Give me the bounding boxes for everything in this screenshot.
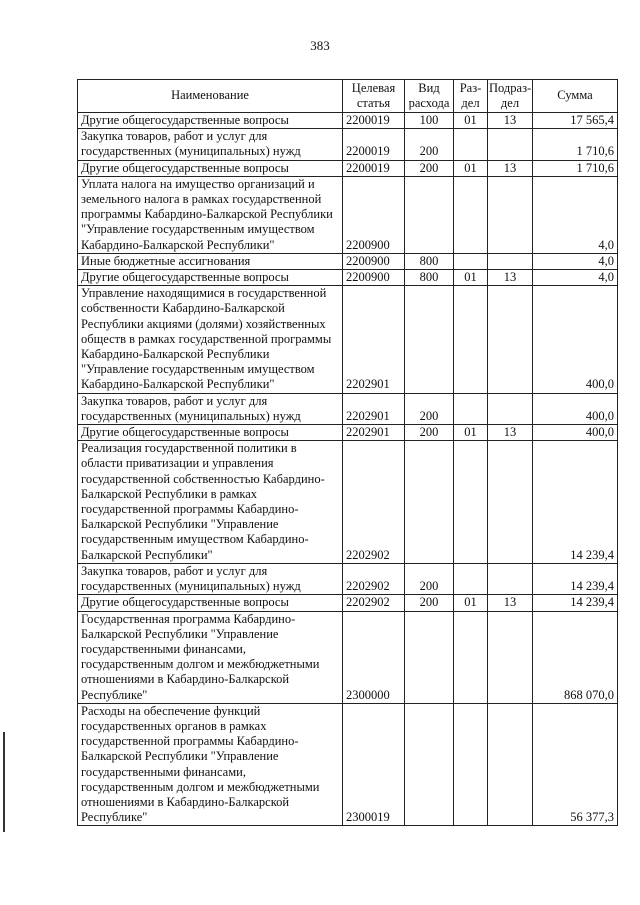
cell-section — [454, 441, 488, 564]
cell-sum: 14 239,4 — [533, 441, 618, 564]
cell-name: Расходы на обеспечение функций государственных органов в рамках государственной программы Кабардино-Балкарской Республики "Управление государственными финансами, государственным долгом и межбюджетными отношениями в Кабардино-Балкарской Республике" — [78, 703, 343, 826]
cell-expense — [405, 441, 454, 564]
cell-name: Управление находящимися в государственной собственности Кабардино-Балкарской Республики акциями (долями) хозяйственных обществ в рамках государственной программы Кабардино-Балкарской Республики "Управление государственным имуществом Кабардино-Балкарской Республики" — [78, 286, 343, 393]
cell-expense: 200 — [405, 595, 454, 611]
cell-subsection — [488, 563, 533, 594]
cell-expense: 800 — [405, 253, 454, 269]
cell-target: 2202901 — [343, 425, 405, 441]
cell-target: 2200019 — [343, 129, 405, 160]
cell-name: Государственная программа Кабардино-Балкарской Республики "Управление государственными финансами, государственным долгом и межбюджетными отношениями в Кабардино-Балкарской Республике" — [78, 611, 343, 703]
cell-target: 2202902 — [343, 563, 405, 594]
cell-subsection: 13 — [488, 113, 533, 129]
cell-target: 2200900 — [343, 176, 405, 253]
cell-target: 2300000 — [343, 611, 405, 703]
cell-target: 2200019 — [343, 160, 405, 176]
scan-margin-line — [3, 732, 5, 832]
cell-subsection — [488, 611, 533, 703]
cell-target: 2202902 — [343, 441, 405, 564]
table-row — [78, 176, 618, 253]
header-sum: Сумма — [533, 80, 618, 113]
cell-name: Иные бюджетные ассигнования — [78, 253, 343, 269]
cell-expense — [405, 703, 454, 826]
cell-section: 01 — [454, 425, 488, 441]
cell-name: Закупка товаров, работ и услуг для государственных (муниципальных) нужд — [78, 129, 343, 160]
cell-expense — [405, 176, 454, 253]
cell-section: 01 — [454, 270, 488, 286]
cell-name: Другие общегосударственные вопросы — [78, 270, 343, 286]
table-row — [78, 253, 618, 269]
cell-subsection: 13 — [488, 425, 533, 441]
cell-expense: 200 — [405, 129, 454, 160]
cell-section — [454, 563, 488, 594]
cell-name: Закупка товаров, работ и услуг для государственных (муниципальных) нужд — [78, 393, 343, 424]
cell-subsection — [488, 253, 533, 269]
cell-target: 2300019 — [343, 703, 405, 826]
cell-expense — [405, 611, 454, 703]
cell-subsection — [488, 441, 533, 564]
table-row — [78, 160, 618, 176]
cell-expense: 200 — [405, 160, 454, 176]
cell-sum: 400,0 — [533, 286, 618, 393]
cell-target: 2200900 — [343, 253, 405, 269]
cell-section — [454, 129, 488, 160]
cell-section — [454, 611, 488, 703]
cell-subsection — [488, 176, 533, 253]
cell-subsection — [488, 393, 533, 424]
cell-section — [454, 253, 488, 269]
cell-expense: 200 — [405, 425, 454, 441]
cell-subsection — [488, 129, 533, 160]
cell-name: Реализация государственной политики в области приватизации и управления государственной собственностью Кабардино-Балкарской Республики в рамках государственной программы Кабардино-Балкарской Республики "Управление государственным имуществом Кабардино-Балкарской Республики" — [78, 441, 343, 564]
cell-subsection — [488, 286, 533, 393]
cell-sum: 14 239,4 — [533, 595, 618, 611]
cell-section — [454, 703, 488, 826]
cell-expense: 100 — [405, 113, 454, 129]
cell-section — [454, 176, 488, 253]
cell-name: Закупка товаров, работ и услуг для государственных (муниципальных) нужд — [78, 563, 343, 594]
cell-sum: 1 710,6 — [533, 160, 618, 176]
cell-subsection: 13 — [488, 595, 533, 611]
cell-target: 2202902 — [343, 595, 405, 611]
cell-sum: 17 565,4 — [533, 113, 618, 129]
cell-name: Другие общегосударственные вопросы — [78, 113, 343, 129]
table-row — [78, 441, 618, 564]
cell-sum: 400,0 — [533, 393, 618, 424]
table-row — [78, 611, 618, 703]
table-row — [78, 270, 618, 286]
cell-section — [454, 286, 488, 393]
cell-sum: 4,0 — [533, 253, 618, 269]
cell-subsection: 13 — [488, 160, 533, 176]
header-section: Раз- дел — [454, 80, 488, 113]
cell-expense: 200 — [405, 563, 454, 594]
header-subsection: Подраз- дел — [488, 80, 533, 113]
cell-sum: 1 710,6 — [533, 129, 618, 160]
header-expense-type: Вид расхода — [405, 80, 454, 113]
table-row — [78, 563, 618, 594]
table-row — [78, 425, 618, 441]
cell-expense: 200 — [405, 393, 454, 424]
table-row — [78, 703, 618, 826]
cell-sum: 14 239,4 — [533, 563, 618, 594]
cell-name: Другие общегосударственные вопросы — [78, 425, 343, 441]
cell-sum: 868 070,0 — [533, 611, 618, 703]
cell-section: 01 — [454, 595, 488, 611]
cell-subsection: 13 — [488, 270, 533, 286]
table-row — [78, 286, 618, 393]
cell-target: 2202901 — [343, 286, 405, 393]
page-number: 383 — [310, 38, 330, 53]
cell-section: 01 — [454, 113, 488, 129]
cell-section — [454, 393, 488, 424]
cell-target: 2200019 — [343, 113, 405, 129]
cell-subsection — [488, 703, 533, 826]
cell-name: Уплата налога на имущество организаций и земельного налога в рамках государственной программы Кабардино-Балкарской Республики "Управление государственным имуществом Кабардино-Балкарской Республики" — [78, 176, 343, 253]
cell-target: 2200900 — [343, 270, 405, 286]
cell-sum: 4,0 — [533, 270, 618, 286]
cell-expense — [405, 286, 454, 393]
table-row — [78, 393, 618, 424]
header-name: Наименование — [78, 80, 343, 113]
cell-expense: 800 — [405, 270, 454, 286]
cell-target: 2202901 — [343, 393, 405, 424]
cell-sum: 400,0 — [533, 425, 618, 441]
cell-sum: 4,0 — [533, 176, 618, 253]
cell-section: 01 — [454, 160, 488, 176]
table-row — [78, 595, 618, 611]
cell-sum: 56 377,3 — [533, 703, 618, 826]
table-row — [78, 113, 618, 129]
header-target-article: Целевая статья — [343, 80, 405, 113]
cell-name: Другие общегосударственные вопросы — [78, 595, 343, 611]
budget-table — [77, 79, 618, 826]
cell-name: Другие общегосударственные вопросы — [78, 160, 343, 176]
table-row — [78, 129, 618, 160]
table-header-row — [78, 80, 618, 113]
